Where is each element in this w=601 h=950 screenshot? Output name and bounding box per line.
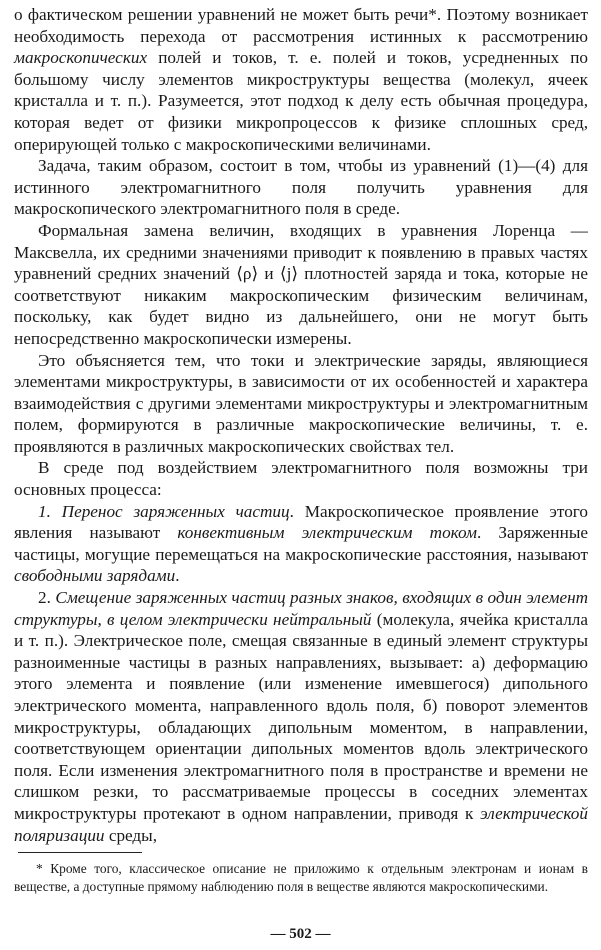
paragraph-1: о фактическом решении уравнений не может быть речи*. Поэтому возникает необходимость перехода от рассмотрения истинных к рассмотрению макроскопических полей и токов, т. е. полей и токов, усредненных по большому числу элементов микроструктуры вещества (молекул, ячеек кристалла и т. п.). Разумеется, этот подход к делу есть обычная процедура, которая ведет от физики микропроцессов к физике сплошных сред, оперирующей только с макроскопическими величинами. xyxy=(14,5,588,154)
paragraph-5: В среде под воздействием электромагнитного поля возможны три основных процесса: xyxy=(14,458,588,500)
footnote-divider xyxy=(18,852,142,853)
paragraph-4: Это объясняется тем, что токи и электрические заряды, являющиеся элементами микроструктуры, в зависимости от их особенностей и характера взаимодействия с другими элементами микроструктуры и электромагнитным полем, формируются в различные макроскопические величины, т. е. проявляются в различных макроскопических свойствах тел. xyxy=(14,350,588,456)
paragraph-6: 1. Перенос заряженных частиц. Макроскопическое проявление этого явления называют конвективным электрическим током. Заряженные частицы, могущие перемещаться на макроскопические расстояния, называют свободными зарядами. xyxy=(14,501,589,586)
page-number: — 502 — xyxy=(270,926,331,942)
paragraph-7: 2. Смещение заряженных частиц разных знаков, входящих в один элемент структуры, в целом электрически нейтральный (молекула, ячейка кристалла и т. п.). Электрическое поле, смещая связанные в единый элемент структуры разноименные частицы в разных направлениях, вызывает: а) деформацию этого элемента и появление (или изменение имевшегося) дипольного электрического момента, направленного вдоль поля, б) поворот элементов микроструктуры, обладающих дипольным моментом, в направлении, соответствующем ориентации дипольных моментов вдоль электрического поля. Если изменения электромагнитного поля в пространстве и времени не слишком резки, то рассматриваемые процессы в соседних элементах микроструктуры протекают в одном направлении, приводя к электрической поляризации среды, xyxy=(14,588,589,845)
footnote: * Кроме того, классическое описание не приложимо к отдельным электронам и ионам в веществе, а доступные прямому наблюдению поля в веществе являются макроскопическими. xyxy=(14,861,588,894)
paragraph-3: Формальная замена величин, входящих в уравнения Лоренца — Максвелла, их средними значениями приводит к появлению в правых частях уравнений средних значений ⟨ρ⟩ и ⟨j⟩ плотностей заряда и тока, которые не соответствуют никаким макроскопическим физическим величинам, поскольку, как будет видно из дальнейшего, они не могут быть непосредственно макроскопически измерены. xyxy=(14,220,588,348)
main-text xyxy=(14,4,588,846)
paragraph-2: Задача, таким образом, состоит в том, чтобы из уравнений (1)—(4) для истинного электромагнитного поля получить уравнения для макроскопического электромагнитного поля в среде. xyxy=(14,156,588,219)
